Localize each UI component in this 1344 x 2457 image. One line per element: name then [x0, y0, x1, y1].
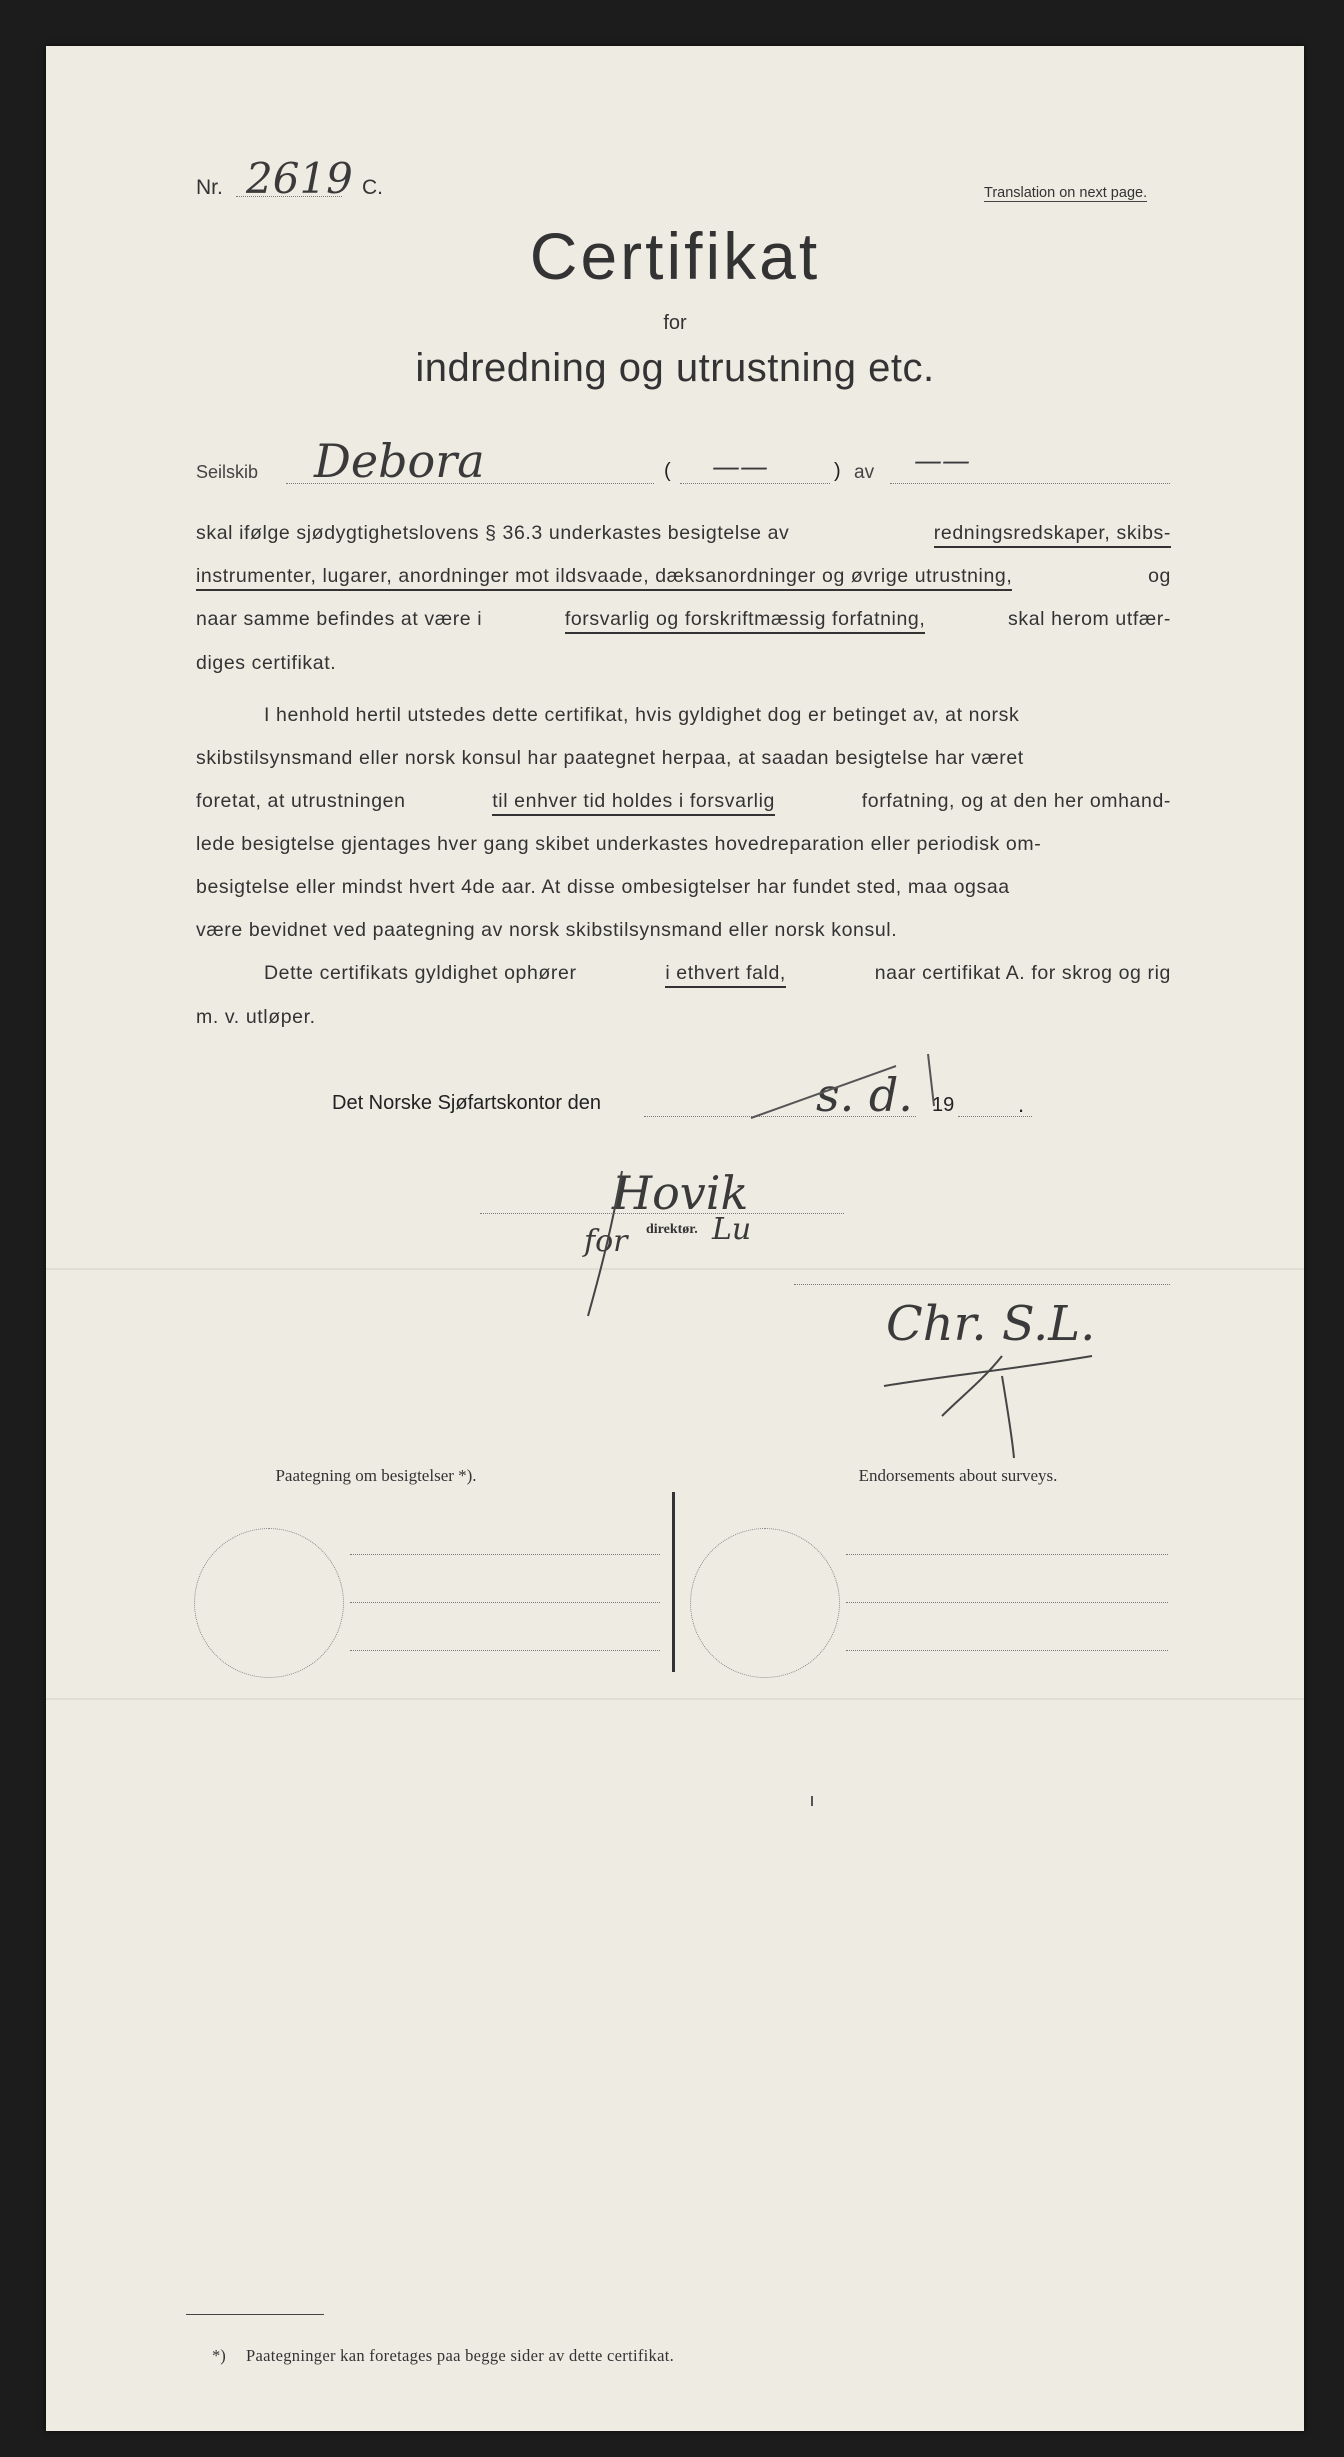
ship-paren-close: )	[834, 460, 841, 482]
certificate-sheet	[46, 46, 1304, 2431]
paragraph-2-line-4: lede besigtelse gjentages hver gang skibet underkastes hovedreparation eller periodisk om-	[196, 833, 1042, 855]
endorsement-left-line-3	[350, 1650, 660, 1651]
endorsement-left-line-2	[350, 1602, 660, 1603]
nr-value: 2619	[246, 154, 353, 203]
office-label: Det Norske Sjøfartskontor den	[332, 1092, 601, 1114]
second-signature-hand: Chr. S.L.	[886, 1296, 1096, 1352]
fold-line	[46, 1268, 1304, 1270]
nr-label: Nr.	[196, 176, 223, 199]
fold-line	[46, 1698, 1304, 1700]
ship-name-line	[286, 483, 654, 484]
paragraph-1-line-4: diges certifikat.	[196, 652, 337, 674]
paragraph-3-line-1: Dette certifikats gyldighet ophører i ethvert fald, naar certifikat A. for skrog og rig	[264, 962, 1171, 988]
second-pen-stroke	[882, 1286, 1112, 1466]
director-signature-tail: Lu	[712, 1212, 752, 1247]
endorsement-right-title: Endorsements about surveys.	[858, 1466, 1058, 1485]
office-date-hand: s. d.	[816, 1068, 913, 1122]
ship-av-line	[890, 483, 1170, 484]
paragraph-1-line-1: skal ifølge sjødygtighetslovens § 36.3 underkastes besigtelse av redningsredskaper, skibs-	[196, 522, 1171, 548]
ship-paren-open: (	[664, 460, 671, 482]
paragraph-2-line-3: foretat, at utrustningen til enhver tid holdes i forsvarlig forfatning, og at den her omhand-	[196, 790, 1171, 816]
title-for: for	[663, 312, 687, 334]
endorsement-right-line-3	[846, 1650, 1168, 1651]
stamp-circle-left	[194, 1528, 344, 1678]
director-signature-hand: Hovik	[612, 1166, 749, 1220]
ship-av-value: ——	[914, 444, 970, 477]
paragraph-3-line-2: m. v. utløper.	[196, 1006, 316, 1028]
stamp-circle-right	[690, 1528, 840, 1678]
paragraph-1-line-3: naar samme befindes at være i forsvarlig og forskriftmæssig forfatning, skal herom utfær-	[196, 608, 1171, 634]
endorsement-left-title: Paategning om besigtelser *).	[275, 1466, 477, 1485]
translation-note: Translation on next page.	[984, 185, 1148, 201]
endorsement-divider	[672, 1492, 675, 1672]
ship-paren-value: ——	[712, 450, 768, 483]
director-label: direktør.	[646, 1222, 698, 1237]
nr-suffix: C.	[362, 176, 383, 199]
paragraph-2-line-5: besigtelse eller mindst hvert 4de aar. At disse ombesigtelser har fundet sted, maa ogsaa	[196, 876, 1010, 898]
nr-line	[236, 196, 342, 197]
director-for-hand: for	[584, 1224, 628, 1259]
stray-mark	[811, 1796, 813, 1806]
office-year-prefix: 19	[932, 1094, 955, 1116]
ship-label: Seilskib	[196, 462, 259, 482]
paragraph-2-line-2: skibstilsynsmand eller norsk konsul har paategnet herpaa, at saadan besigtelse har været	[196, 747, 1024, 769]
ship-paren-line	[680, 483, 830, 484]
director-pen-stroke	[582, 1166, 662, 1326]
paragraph-2-line-1: I henhold hertil utstedes dette certifikat, hvis gyldighet dog er betinget av, at norsk	[264, 704, 1020, 726]
ship-av-label: av	[854, 462, 875, 483]
endorsement-right-line-2	[846, 1602, 1168, 1603]
footnote-text: Paategninger kan foretages paa begge sider av dette certifikat.	[246, 2346, 674, 2365]
endorsement-right-line-1	[846, 1554, 1168, 1555]
office-period: .	[1018, 1092, 1025, 1117]
endorsement-left-line-1	[350, 1554, 660, 1555]
footnote-rule	[186, 2314, 324, 2315]
page-subtitle: indredning og utrustning etc.	[415, 346, 935, 390]
second-signature-line	[794, 1284, 1170, 1285]
ship-name: Debora	[314, 434, 485, 488]
paragraph-1-line-2: instrumenter, lugarer, anordninger mot ildsvaade, dæksanordninger og øvrige utrustning, og	[196, 565, 1171, 591]
paragraph-2-line-6: være bevidnet ved paategning av norsk skibstilsynsmand eller norsk konsul.	[196, 919, 898, 941]
page-title: Certifikat	[529, 219, 821, 293]
footnote-marker: *)	[212, 2346, 226, 2365]
